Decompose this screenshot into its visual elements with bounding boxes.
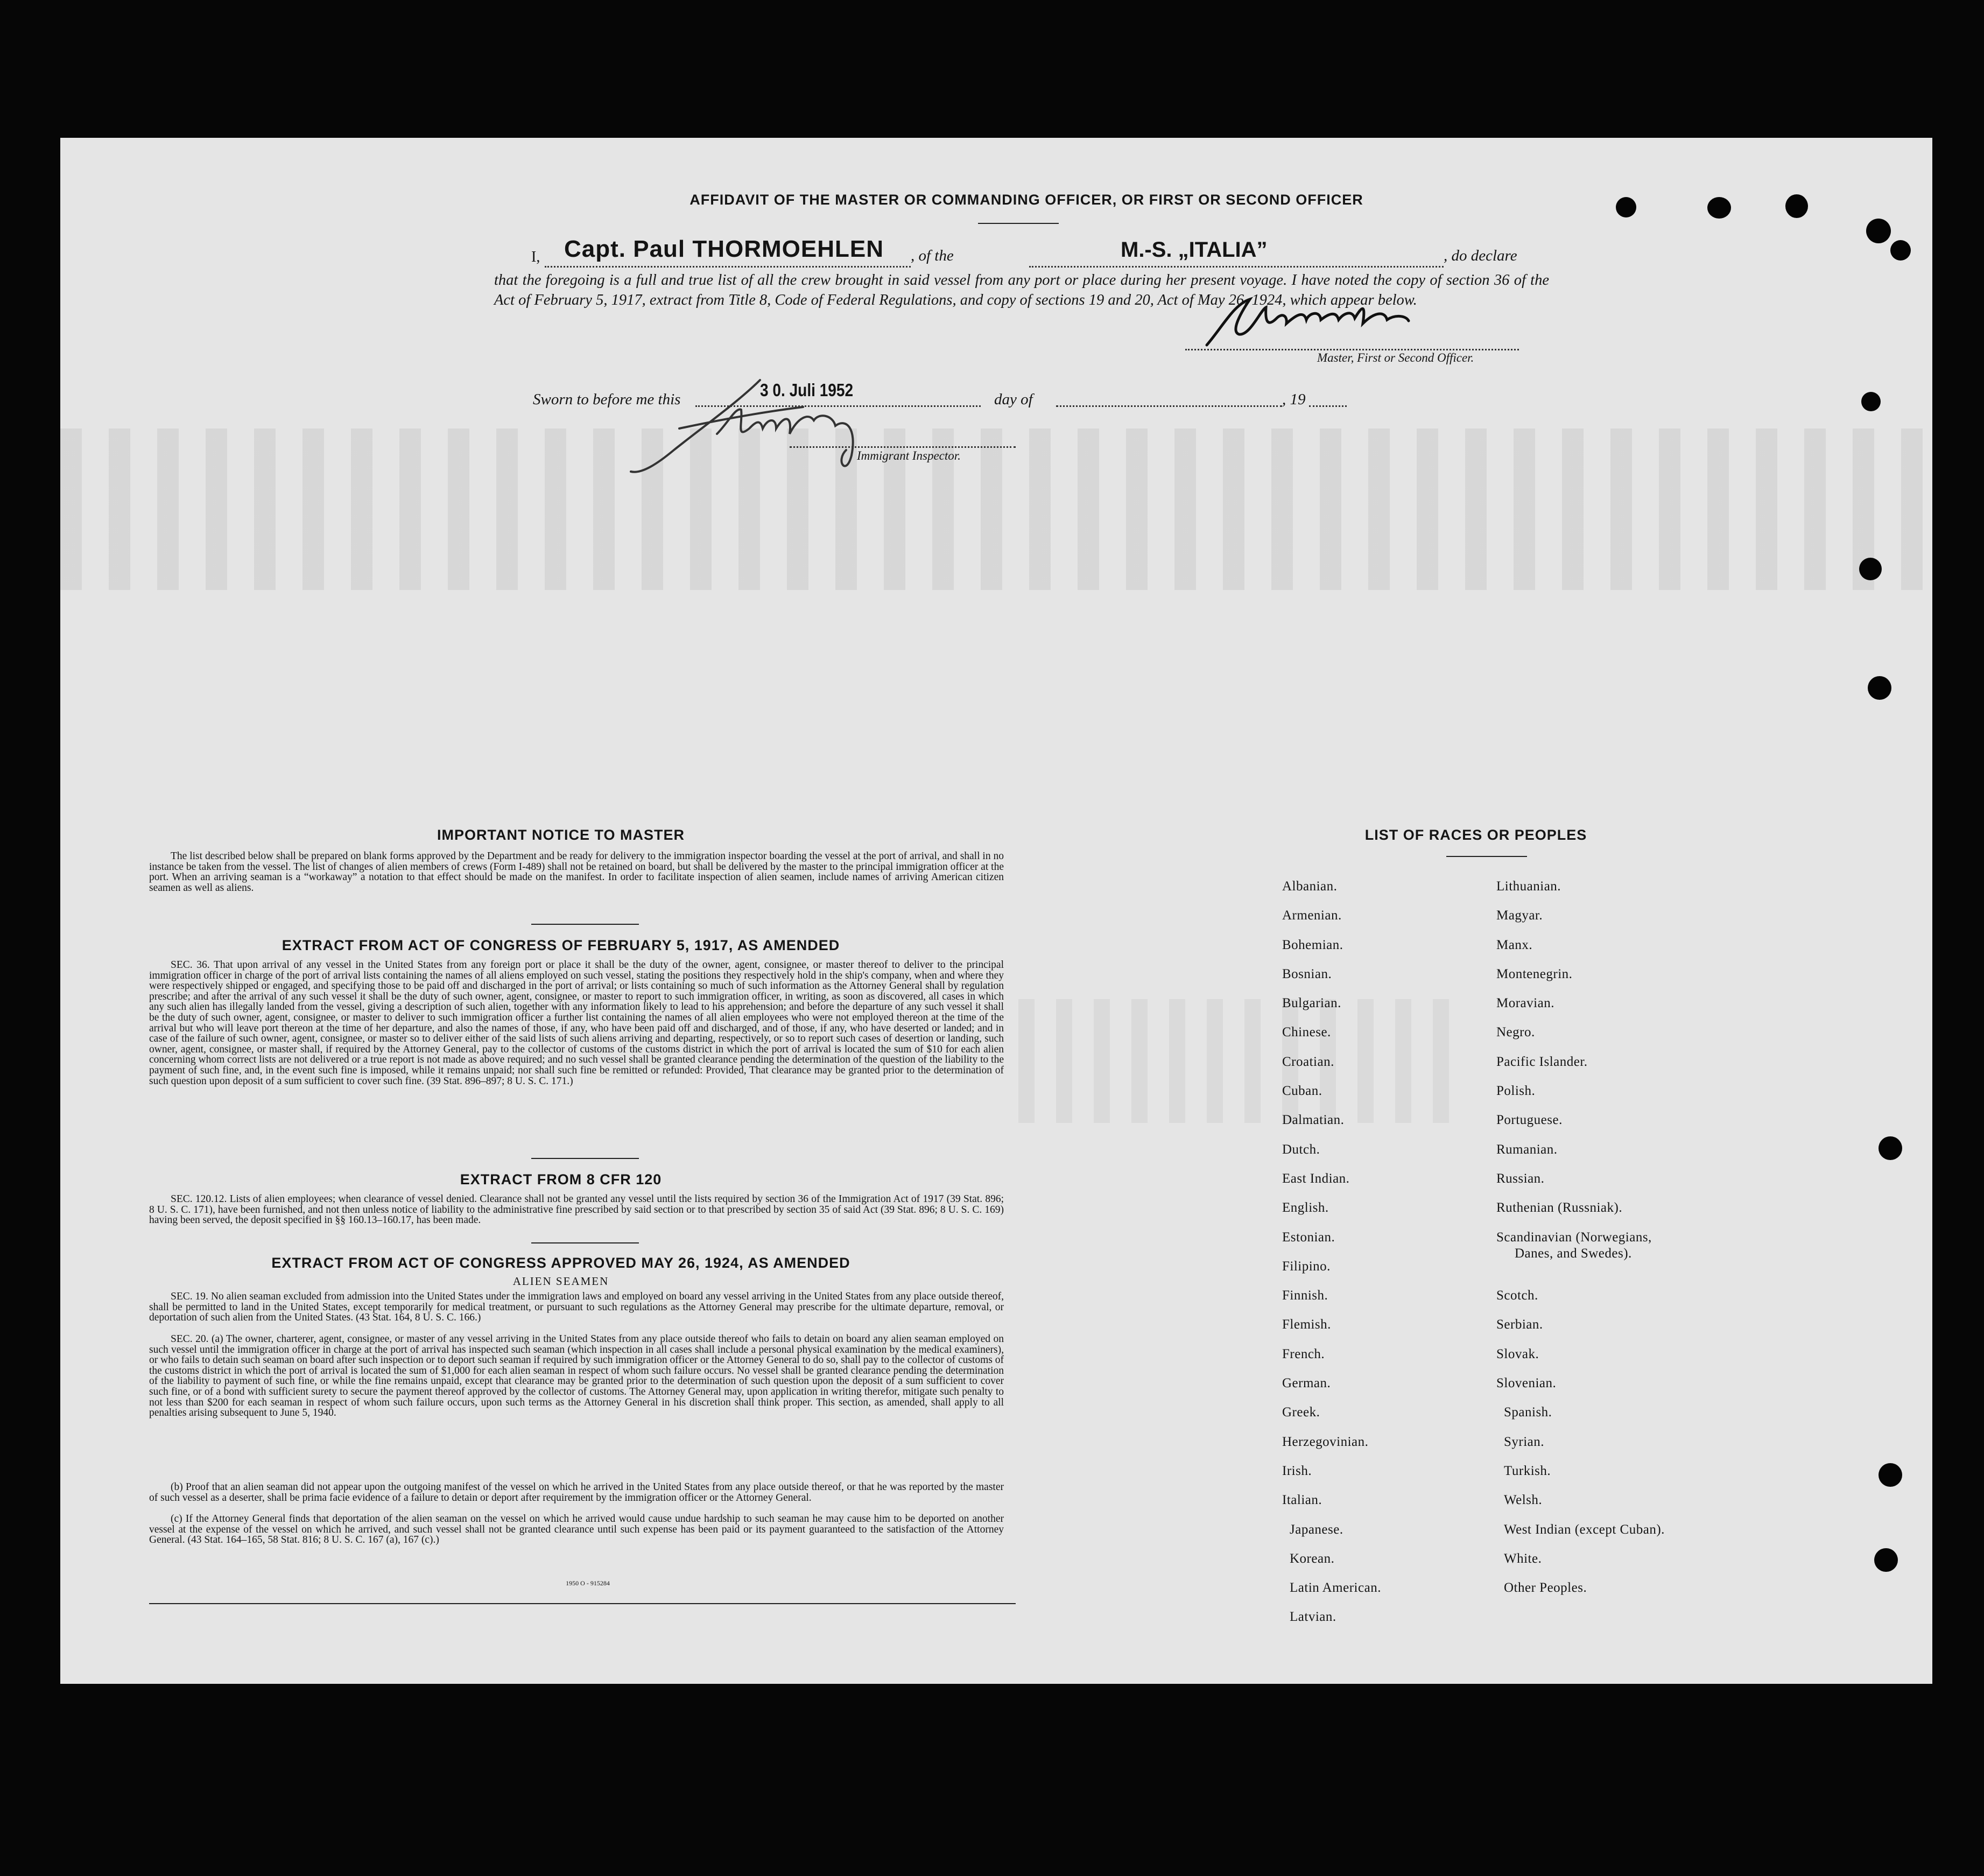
race-item: Cuban. xyxy=(1282,1084,1322,1099)
race-item: Croatian. xyxy=(1282,1054,1334,1069)
master-name-line xyxy=(545,266,911,268)
race-item: Russian. xyxy=(1496,1171,1545,1186)
race-item: White. xyxy=(1504,1551,1542,1566)
printer-mark: 1950 O - 915284 xyxy=(566,1579,610,1587)
race-item-line-2: Danes, and Swedes). xyxy=(1515,1246,1632,1261)
extract-1924-sec20c: (c) If the Attorney General finds that deportation of the alien seaman on the vessel on which he arrived would cause undue hardship to such seaman he may cause him to be deported on another vessel at the expense of the vessel on which he arrived, and such vessel shall not be granted clearance until such expense has been paid or its payment guaranteed to the satisfaction of the Attorney General. (43 Stat. 164–165, 58 Stat. 816; 8 U. S. C. 167 (a), 167 (c).) xyxy=(149,1513,1004,1546)
race-item: Armenian. xyxy=(1282,908,1342,923)
race-item: Flemish. xyxy=(1282,1317,1331,1332)
race-item: Finnish. xyxy=(1282,1288,1328,1303)
races-left-list xyxy=(1282,872,1381,1632)
races-right-list xyxy=(1496,872,1665,1603)
bleed-through-shadow-2 xyxy=(1018,999,1449,1123)
do-declare-label: , do declare xyxy=(1444,247,1517,264)
master-signature xyxy=(1201,294,1546,353)
race-item: German. xyxy=(1282,1376,1331,1391)
extract-1924-sec20a: SEC. 20. (a) The owner, charterer, agent, consignee, or master of any vessel arriving in the United States from any place outside thereof who fails to detain on board any alien seaman employed on such vessel until the immigration officer in charge at the port of arrival has inspected such seaman (which inspection in all cases shall include a personal physical examination by the medical examiners), or who fails to detain such seaman on board after such inspection or to deport such seaman if required by such immigration officer or the Attorney General to do so, shall pay to the collector of customs of the customs district in which the port of arrival is located the sum of $1,000 for each alien seaman in respect of whom such failure occurs. No vessel shall be granted clearance pending the determination of the liability to payment of such fine, or while the fine remains unpaid, except that clearance may be granted prior to the determination of such question upon the deposit of a sum sufficient to cover such fine, or of a bond with sufficient surety to secure the payment thereof approved by the collector of customs. The Attorney General may, upon application in writing therefor, mitigate such penalty to not less than $200 for each seaman in respect of whom such failure occurs, upon such terms as the Attorney General in his discretion shall think proper. This section, as amended, shall apply to all penalties arising subsequent to June 5, 1940. xyxy=(149,1333,1004,1419)
race-item: Korean. xyxy=(1290,1551,1335,1566)
race-item: Syrian. xyxy=(1504,1434,1545,1449)
punch-hole xyxy=(1879,1136,1902,1160)
notice-title: IMPORTANT NOTICE TO MASTER xyxy=(437,827,685,843)
extract-cfr-text: SEC. 120.12. Lists of alien employees; when clearance of vessel denied. Clearance shall not be granted any vessel until the lists required by section 36 of the Immigration Act of 1917 (39 Stat. 896; 8 U. S. C. 171), have been furnished, and not then unless notice of liability to the administrative fine prescribed by said section or to that prescribed by section 35 of said Act (39 Stat. 896; 8 U. S. C. 169) having been served, the deposit specified in §§ 160.13–160.17, has been made. xyxy=(149,1193,1004,1226)
bleed-through-shadow xyxy=(60,428,1932,590)
race-item: Scotch. xyxy=(1496,1288,1538,1303)
affidavit-title: AFFIDAVIT OF THE MASTER OR COMMANDING OFFICER, OR FIRST OR SECOND OFFICER xyxy=(690,192,1363,208)
punch-hole xyxy=(1861,392,1881,411)
extract-1924-sec20b: (b) Proof that an alien seaman did not appear upon the outgoing manifest of the vessel on which he arrived in the United States from any place outside thereof, or that he was reported by the master of such vessel as a deserter, shall be prima facie evidence of a failure to detain or deport after requirement by the immigration officer or the Attorney General. xyxy=(149,1481,1004,1503)
race-item: Bohemian. xyxy=(1282,937,1343,952)
punch-hole xyxy=(1616,197,1636,217)
extract-1917-divider xyxy=(531,1158,639,1159)
vessel-name-line xyxy=(1029,266,1444,268)
extract-1917-text: SEC. 36. That upon arrival of any vessel in the United States from any foreign port or place it shall be the duty of the owner, agent, consignee, or master thereof to deliver to the principal immigration officer in charge of the port of arrival lists containing the names of all aliens employed on such vessel, stating the positions they respectively hold in the ship's company, when and where they were respectively shipped or engaged, and specifying those to be paid off and discharged in the port of arrival; or lists containing so much of such information as the Attorney General shall by regulation prescribe; and after the arrival of any such vessel it shall be the duty of such owner, agent, consignee, or master to report to such immigration officer, in writing, as soon as discovered, all cases in which any such alien has illegally landed from the vessel, giving a description of such alien, together with any information likely to lead to his apprehension; and before the departure of any such vessel it shall be the duty of such owner, agent, consignee, or master to deliver to such immigration officer a further list containing the names of all alien employees who were not employed thereon at the time of the arrival but who will leave port thereon at the time of her departure, and also the names of those, if any, who have been paid off and discharged, and of those, if any, who have deserted or landed; and in case of the failure of such owner, agent, consignee, or master so to deliver either of the said lists of such aliens arriving and departing, respectively, or so to report such cases of desertion or landing, such owner, agent, consignee, or master shall, if required by the Attorney General, pay to the collector of customs of the customs district in which the port of arrival is located the sum of $10 for each alien concerning whom correct lists are not delivered or a true report is not made as above required; and no such vessel shall be granted clearance pending the determination of the question of the liability to the payment of such fine, and, in the event such fine is imposed, while it remains unpaid; nor shall such fine be remitted or refunded: Provided, That clearance may be granted prior to the determination of such question upon deposit of a sum sufficient to cover such fine. (39 Stat. 896–897; 8 U. S. C. 171.) xyxy=(149,959,1004,1087)
punch-hole xyxy=(1785,194,1808,218)
race-item: Welsh. xyxy=(1504,1493,1543,1508)
race-item: Slovenian. xyxy=(1496,1376,1557,1391)
races-title: LIST OF RACES OR PEOPLES xyxy=(1364,827,1587,843)
punch-hole xyxy=(1707,197,1731,219)
sworn-label: Sworn to before me this xyxy=(533,391,681,408)
master-caption: Master, First or Second Officer. xyxy=(1317,351,1474,364)
notice-divider xyxy=(531,924,639,925)
document-page xyxy=(60,138,1932,1684)
race-item: Japanese. xyxy=(1290,1522,1343,1537)
year-prefix: , 19 xyxy=(1282,391,1306,408)
punch-hole xyxy=(1868,676,1891,700)
bottom-rule xyxy=(149,1603,1016,1604)
race-item: Serbian. xyxy=(1496,1317,1543,1332)
of-the-label: , of the xyxy=(911,247,954,264)
race-item: Herzegovinian. xyxy=(1282,1434,1369,1449)
race-item-line-1: Scandinavian (Norwegians, xyxy=(1496,1229,1652,1245)
inspector-signature-line xyxy=(790,446,1016,448)
race-item: Lithuanian. xyxy=(1496,879,1561,894)
inspector-caption: Immigrant Inspector. xyxy=(857,449,961,462)
extract-1917-title: EXTRACT FROM ACT OF CONGRESS OF FEBRUARY 5, 1917, AS AMENDED xyxy=(282,937,840,953)
race-item: Estonian. xyxy=(1282,1229,1335,1245)
race-item: Albanian. xyxy=(1282,879,1338,894)
race-item: English. xyxy=(1282,1200,1329,1215)
race-item: Pacific Islander. xyxy=(1496,1054,1588,1069)
year-line xyxy=(1309,405,1347,407)
race-item: Rumanian. xyxy=(1496,1142,1558,1157)
race-item: Bosnian. xyxy=(1282,966,1332,981)
race-item: Negro. xyxy=(1496,1025,1535,1040)
master-name: Capt. Paul THORMOEHLEN xyxy=(564,236,884,262)
notice-text: The list described below shall be prepared on blank forms approved by the Department and be ready for delivery to the immigration inspector boarding the vessel at the port of arrival, and shall in no instance be taken from the vessel. The list of changes of alien members of crews (Form I-489) shall not be retained on board, but shall be delivered by the master to the principal immigration officer at the port. When an arriving seaman is a “workaway” a notation to that effect should be made on the manifest. In order to facilitate inspection of alien seamen, include names of arriving American citizen seamen as well as aliens. xyxy=(149,851,1004,894)
race-item: West Indian (except Cuban). xyxy=(1504,1522,1665,1537)
race-item: Other Peoples. xyxy=(1504,1580,1587,1596)
race-item: Bulgarian. xyxy=(1282,996,1341,1011)
race-item: Montenegrin. xyxy=(1496,966,1573,981)
race-item: Latin American. xyxy=(1290,1580,1381,1596)
punch-hole xyxy=(1859,558,1882,580)
month-line xyxy=(1056,405,1282,407)
race-item: Filipino. xyxy=(1282,1259,1331,1274)
title-divider xyxy=(978,223,1059,224)
races-divider xyxy=(1446,856,1527,857)
race-item-scandinavian xyxy=(1496,1223,1665,1282)
extract-1924-title: EXTRACT FROM ACT OF CONGRESS APPROVED MAY 26, 1924, AS AMENDED xyxy=(271,1255,850,1271)
race-item: Slovak. xyxy=(1496,1346,1539,1361)
race-item: Dalmatian. xyxy=(1282,1113,1345,1128)
extract-cfr-title: EXTRACT FROM 8 CFR 120 xyxy=(460,1171,662,1188)
vessel-name: M.-S. „ITALIA” xyxy=(1121,238,1268,262)
extract-1924-subtitle: ALIEN SEAMEN xyxy=(512,1275,609,1288)
race-item: Ruthenian (Russniak). xyxy=(1496,1200,1623,1215)
race-item: Moravian. xyxy=(1496,996,1554,1011)
punch-hole xyxy=(1890,240,1911,261)
race-item: Chinese. xyxy=(1282,1025,1331,1040)
day-of-label: day of xyxy=(994,391,1033,408)
race-item: Spanish. xyxy=(1504,1405,1552,1420)
race-item: Dutch. xyxy=(1282,1142,1320,1157)
race-item: Italian. xyxy=(1282,1493,1322,1508)
race-item: Irish. xyxy=(1282,1463,1312,1478)
extract-1924-sec19: SEC. 19. No alien seaman excluded from admission into the United States under the immigration laws and employed on board any vessel arriving in the United States from any place outside thereof, shall be permitted to land in the United States, except temporarily for medical treatment, or pursuant to such regulations as the Attorney General may prescribe for the ultimate departure, removal, or deportation of such alien from the United States. (43 Stat. 164, 8 U. S. C. 166.) xyxy=(149,1291,1004,1324)
race-item: East Indian. xyxy=(1282,1171,1350,1186)
affidavit-body: that the foregoing is a full and true list of all the crew brought in said vessel from any port or place during her present voyage. I have noted the copy of section 36 of the Act of February 5, 1917, extract from Title 8, Code of Federal Regulations, and copy of sections 19 and 20, Act of May 26, 1924, which appear below. xyxy=(494,272,1549,308)
race-item: Manx. xyxy=(1496,937,1533,952)
race-item: Latvian. xyxy=(1290,1610,1336,1625)
sworn-date-stamp: 3 0. Juli 1952 xyxy=(760,380,854,400)
punch-hole xyxy=(1874,1548,1898,1572)
race-item: Portuguese. xyxy=(1496,1113,1563,1128)
extract-cfr-divider xyxy=(531,1242,639,1243)
race-item: Polish. xyxy=(1496,1084,1536,1099)
punch-hole xyxy=(1879,1463,1902,1487)
race-item: Magyar. xyxy=(1496,908,1543,923)
master-signature-line xyxy=(1185,349,1519,350)
i-label: I, xyxy=(531,249,540,265)
punch-hole xyxy=(1866,219,1891,243)
race-item: Greek. xyxy=(1282,1405,1320,1420)
race-item: French. xyxy=(1282,1346,1325,1361)
race-item: Turkish. xyxy=(1504,1463,1551,1478)
